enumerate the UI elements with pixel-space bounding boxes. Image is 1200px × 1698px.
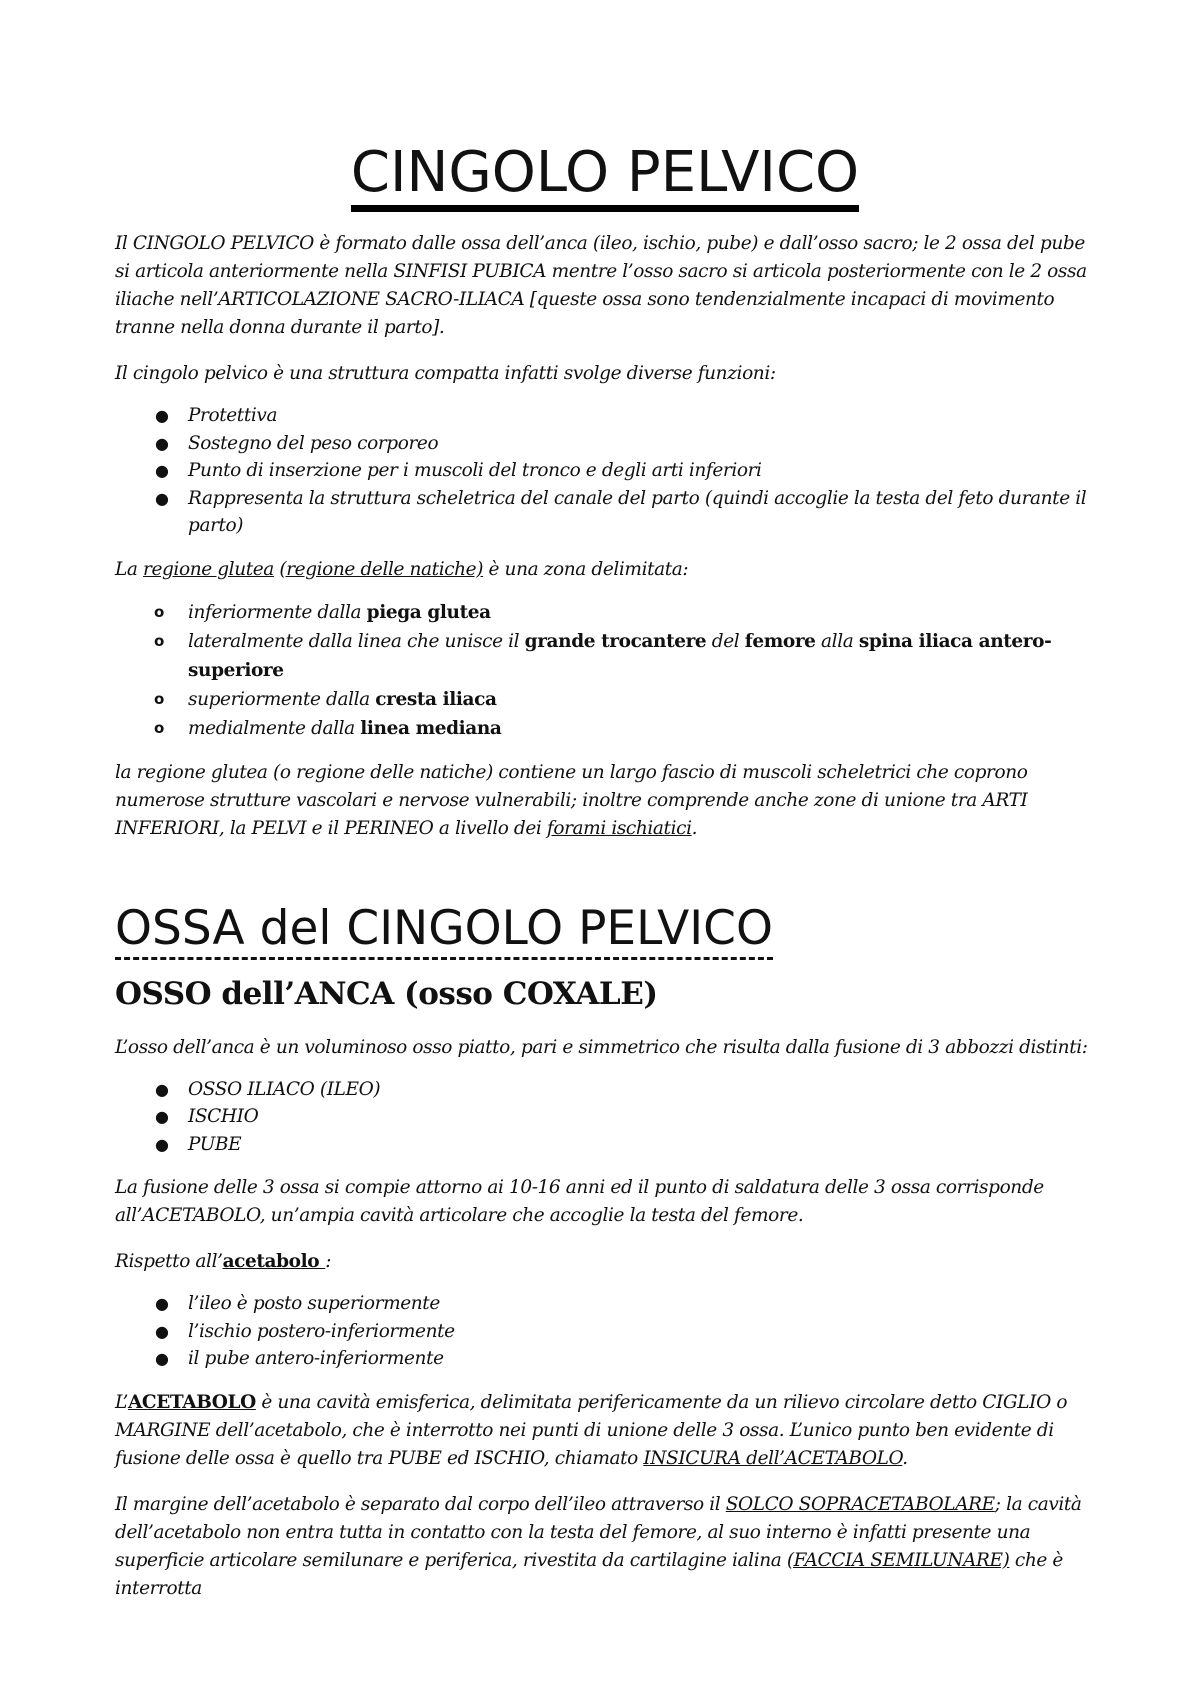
bullet-icon: ●: [155, 1349, 169, 1368]
list-item: o medialmente dalla linea mediana: [115, 714, 1095, 743]
bullet-icon: ●: [155, 406, 169, 425]
bullet-icon: ●: [155, 1079, 169, 1099]
list-item: ● l’ileo è posto superiormente: [115, 1290, 1095, 1318]
list-item: ● OSSO ILIACO (ILEO): [115, 1076, 1095, 1104]
parts-list: [115, 1076, 1095, 1159]
limits-list: [115, 598, 1095, 743]
fusion-paragraph: La fusione delle 3 ossa si compie attorno ai 10-16 anni ed il punto di saldatura delle 3 ossa corrisponde all’ACETABOLO, un’ampia cavità articolare che accoglie la testa del femore.: [115, 1177, 1044, 1226]
circle-bullet-icon: o: [154, 631, 164, 650]
list-item: ● PUBE: [115, 1131, 1095, 1159]
list-item: o superiormente dalla cresta iliaca: [115, 685, 1095, 714]
bullet-icon: ●: [155, 488, 169, 508]
functions-list: [115, 402, 1095, 540]
list-item: ● ISCHIO: [115, 1103, 1095, 1131]
circle-bullet-icon: o: [154, 689, 164, 708]
page-title: CINGOLO PELVICO: [115, 140, 1095, 206]
list-item: ● Protettiva: [115, 402, 1095, 430]
list-item: ● Punto di inserzione per i muscoli del tronco e degli arti inferiori: [115, 457, 1095, 485]
glutea-paragraph: la regione glutea (o regione delle natiche) contiene un largo fascio di muscoli scheletrici che coprono numerose strutture vascolari e nervose vulnerabili; inoltre comprende anche zone di unione tra ARTI INFERIORI, la PELVI e il PERINEO a livello dei forami ischiatici.: [115, 761, 1028, 839]
bullet-icon: ●: [155, 433, 169, 453]
section-heading-wrap: [115, 901, 1095, 960]
circle-bullet-icon: o: [154, 602, 164, 621]
positions-list: [115, 1290, 1095, 1373]
coxale-intro: L’osso dell’anca è un voluminoso osso piatto, pari e simmetrico che risulta dalla fusione di 3 abbozzi distinti:: [115, 1036, 1088, 1058]
intro-paragraph: Il CINGOLO PELVICO è formato dalle ossa dell’anca (ileo, ischio, pube) e dall’osso sacro; le 2 ossa del pube si articola anteriormente nella SINFISI PUBICA mentre l’osso sacro si articola posteriormente con le 2 ossa iliache nell’ARTICOLAZIONE SACRO-ILIACA [queste ossa sono tendenzialmente incapaci di movimento tranne nella donna durante il parto].: [115, 233, 1087, 338]
list-item: ● l’ischio postero-inferiormente: [115, 1318, 1095, 1346]
subsection-heading: OSSO dell’ANCA (osso COXALE): [115, 975, 658, 1012]
list-item: ● il pube antero-inferiormente: [115, 1345, 1095, 1373]
bullet-icon: ●: [155, 461, 169, 480]
list-item: o lateralmente dalla linea che unisce il grande trocantere del femore alla spina iliaca antero-superiore: [115, 627, 1095, 685]
glutea-intro: La regione glutea (regione delle natiche) è una zona delimitata:: [115, 558, 689, 580]
functions-intro: Il cingolo pelvico è una struttura compatta infatti svolge diverse funzioni:: [115, 363, 776, 384]
bullet-icon: ●: [155, 1321, 169, 1341]
bullet-icon: ●: [155, 1134, 169, 1154]
margine-paragraph: Il margine dell’acetabolo è separato dal corpo dell’ileo attraverso il SOLCO SOPRACETABOLARE; la cavità dell’acetabolo non entra tutta in contatto con la testa del femore, al suo interno è infatti presente una superficie articolare semilunare e periferica, rivestita da cartilagine ialina (FACCIA SEMILUNARE) che è interrotta: [115, 1493, 1082, 1599]
bullet-icon: ●: [155, 1294, 169, 1313]
circle-bullet-icon: o: [154, 718, 164, 737]
list-item: o inferiormente dalla piega glutea: [115, 598, 1095, 627]
document-content: [115, 140, 1095, 1603]
list-item: ● Rappresenta la struttura scheletrica del canale del parto (quindi accoglie la testa del feto durante il parto): [115, 485, 1095, 540]
bullet-icon: ●: [155, 1107, 169, 1126]
section-heading: OSSA del CINGOLO PELVICO: [115, 901, 773, 960]
rispetto-paragraph: Rispetto all’acetabolo :: [115, 1251, 332, 1272]
list-item: ● Sostegno del peso corporeo: [115, 430, 1095, 458]
acetabolo-paragraph: L’ACETABOLO è una cavità emisferica, delimitata perifericamente da un rilievo circolare detto CIGLIO o MARGINE dell’acetabolo, che è interrotto nei punti di unione delle 3 ossa. L’unico punto ben evidente di fusione delle ossa è quello tra PUBE ed ISCHIO, chiamato INSICURA dell’ACETABOLO.: [115, 1391, 1068, 1469]
